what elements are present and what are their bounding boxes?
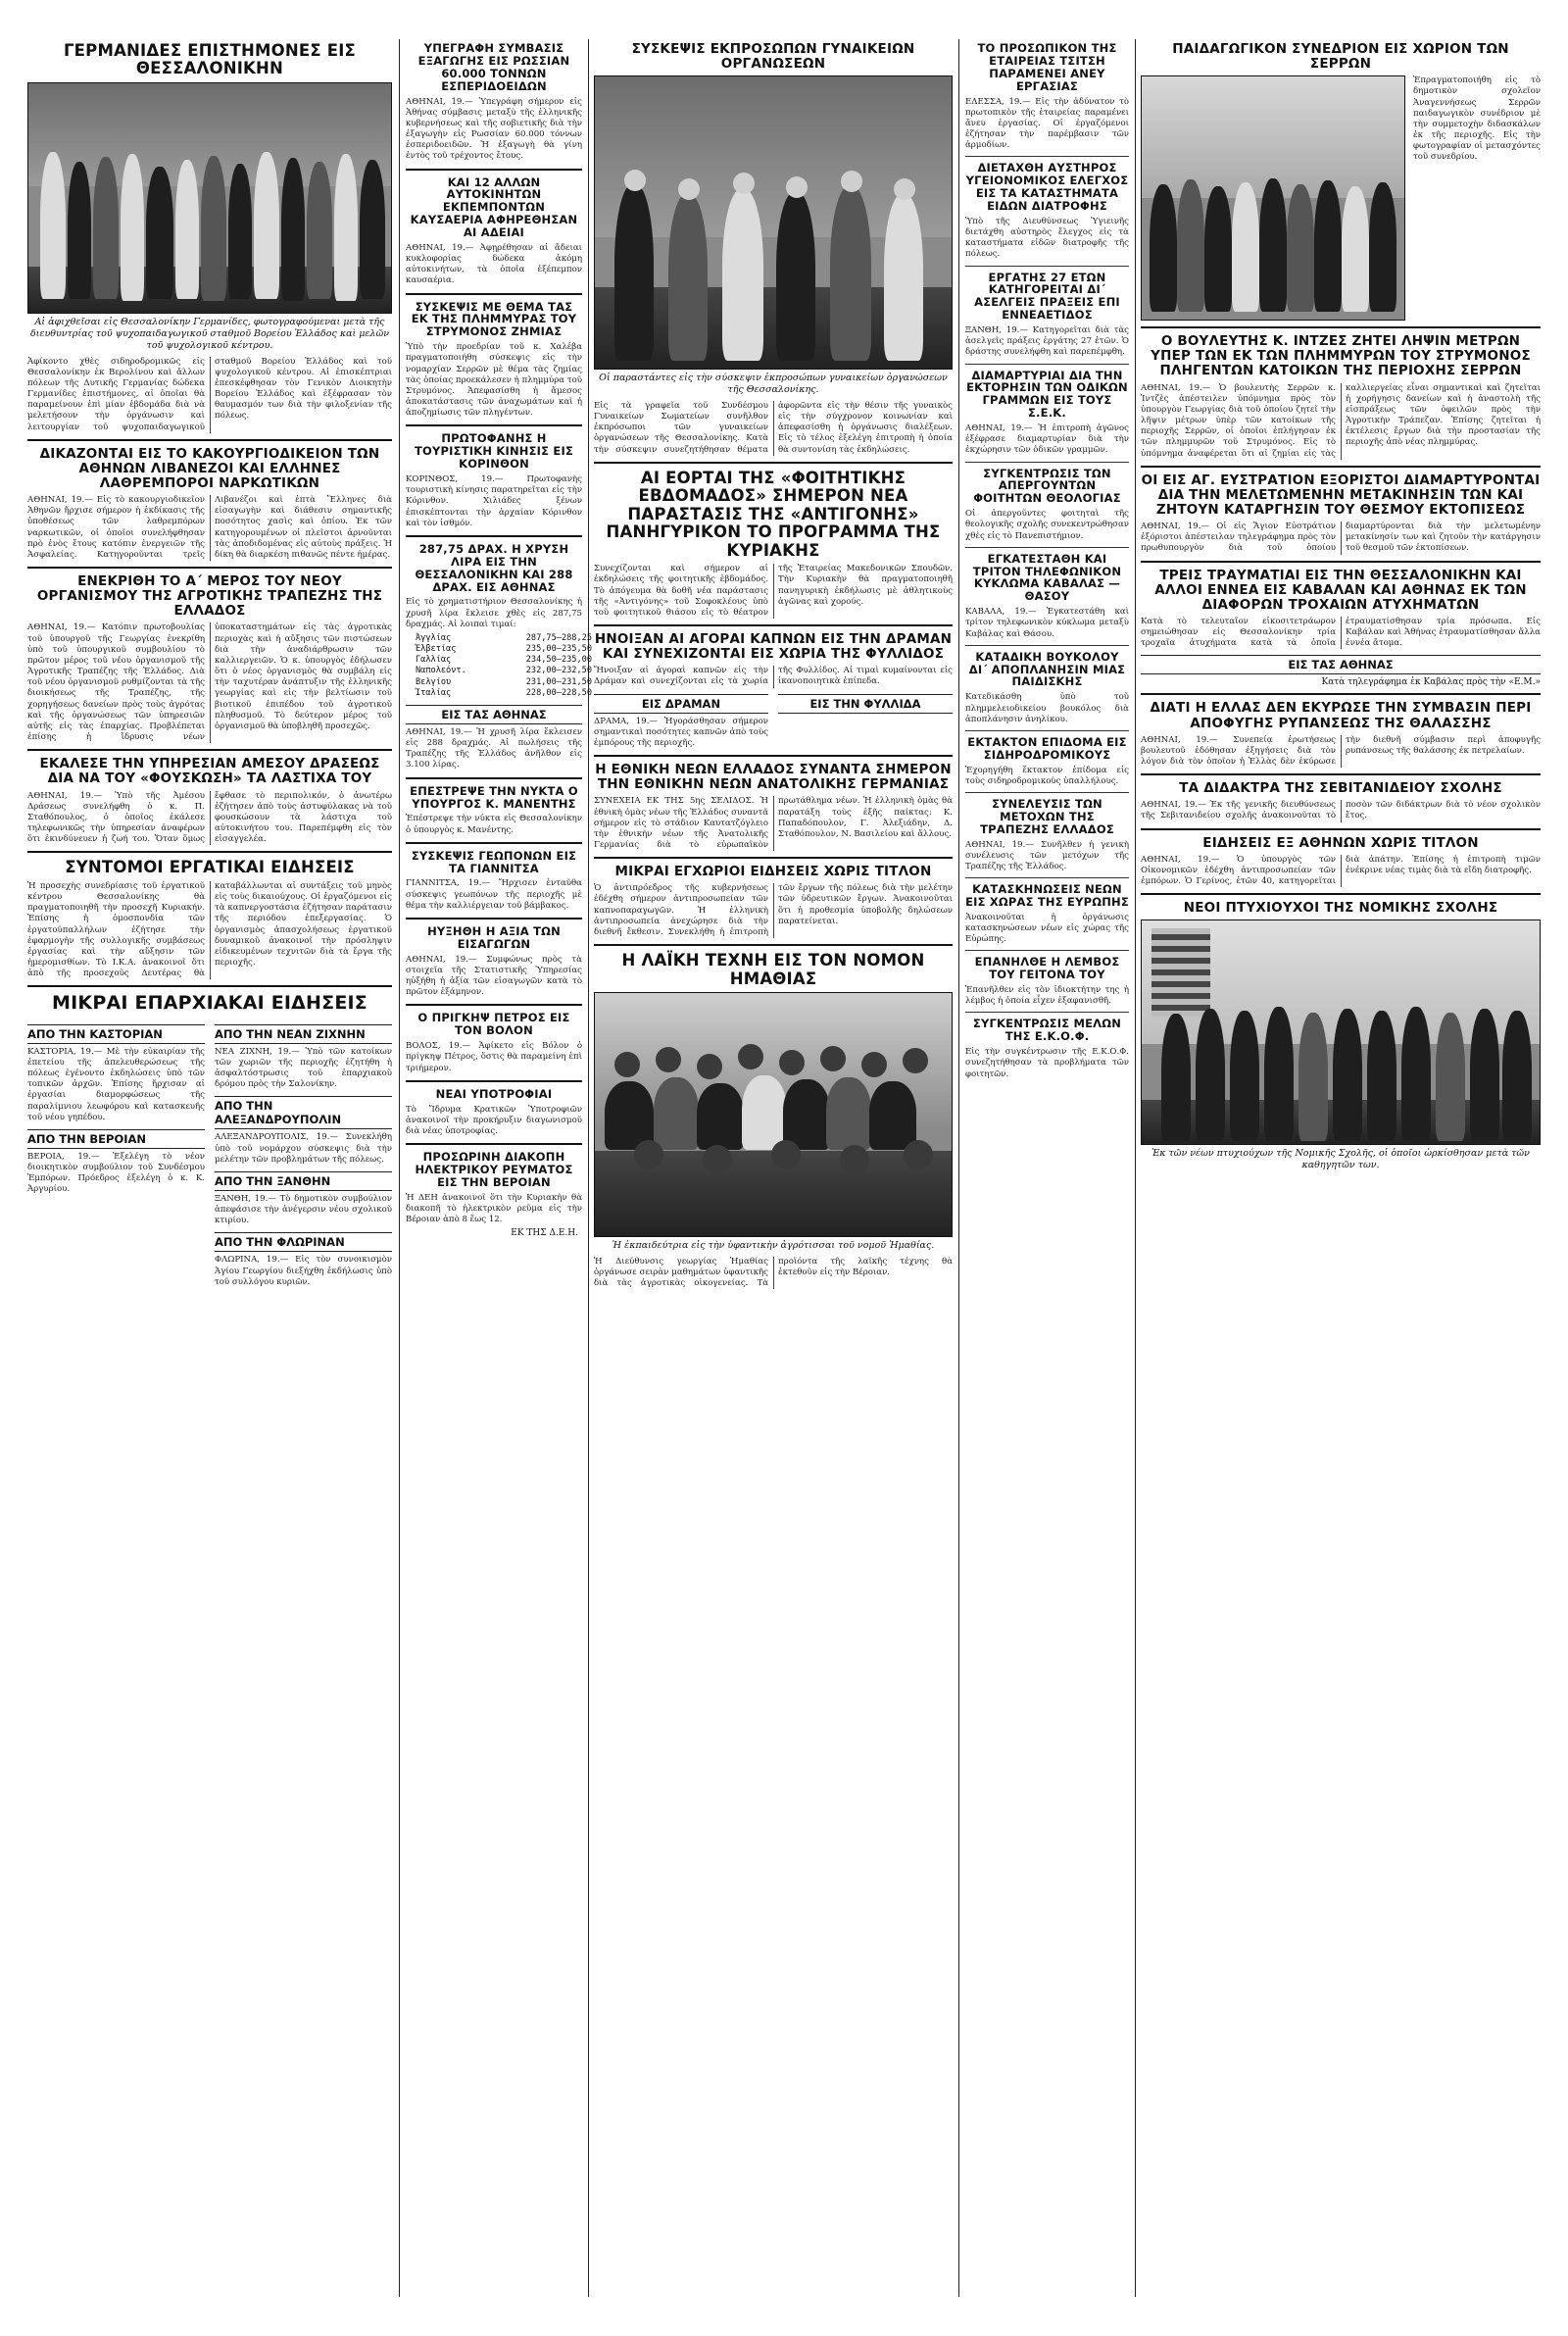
article-folk-art (594, 952, 953, 1289)
article-body: ΞΑΝΘΗ, 19.— Κατηγορεῖται διὰ τὰς ἀσελγεῖς πράξεις ἐργάτης 27 ἐτῶν. Ὁ δράστης συνελήφθη καὶ παρεπέμφθη. (965, 325, 1129, 358)
credit-line: Κατὰ τηλεγράφημα ἐκ Καβάλας πρὸς τὴν «Ε.Μ.» (1321, 677, 1541, 688)
article-body: ΑΘΗΝΑΙ, 19.— Κατόπιν πρωτοβουλίας τοῦ ὑπουργοῦ τῆς Γεωργίας ἐνεκρίθη ὑπὸ τοῦ ὑπουργικοῦ συμβουλίου τὸ πρῶτον μέρος τοῦ νέου ὀργανισμοῦ τῆς Ἀγροτικῆς Τραπέζης τῆς Ἑλλάδος. Διὰ τοῦ νέου ὀργανισμοῦ ρυθμίζονται τὰ τῆς διοικήσεως τῆς Τραπέζης, τῆς χορηγήσεως δανείων πρὸς τοὺς ἀγρότας καὶ τῆς ὀργανώσεως τῶν ὑπηρεσιῶν αὐτῆς εἰς τὰς ἐπαρχίας. Προβλέπεται ἐπίσης ἡ ἵδρυσις νέων ὑποκαταστημάτων εἰς τὰς ἀγροτικὰς περιοχὰς καὶ ἡ αὔξησις τῶν πιστώσεων διὰ τὴν ἀναδιάρθρωσιν τῶν καλλιεργειῶν. Ὁ κ. ὑπουργὸς ἐδήλωσεν ὅτι ὁ νέος ὀργανισμὸς θὰ συμβάλη εἰς τὴν ταχυτέραν ἀνάπτυξιν τῆς ἑλληνικῆς γεωργίας καὶ εἰς τὴν βελτίωσιν τοῦ βιοτικοῦ ἐπιπέδου τοῦ ἀγροτικοῦ πληθυσμοῦ. Τὸ δεύτερον μέρος τοῦ ὀργανισμοῦ θὰ ὑποβληθῆ προσεχῶς. (27, 622, 392, 743)
article-body: ΑΘΗΝΑΙ, 19.— Συνῆλθεν ἡ γενικὴ συνέλευσις τῶν μετόχων τῆς Τραπέζης τῆς Ἑλλάδος. (965, 839, 1129, 871)
photo-caption: Οἱ παραστάντες εἰς τὴν σύσκεψιν ἐκπροσώπων γυναικείων ὀργανώσεων τῆς Θεσσαλονίκης. (599, 373, 948, 396)
headline: ΝΕΟΙ ΠΤΥΧΙΟΥΧΟΙ ΤΗΣ ΝΟΜΙΚΗΣ ΣΧΟΛΗΣ (1183, 900, 1498, 917)
subhead: ΕΙΣ ΔΡΑΜΑΝ (594, 694, 768, 714)
article-law-graduates (1141, 901, 1541, 1171)
article-strymon-damage (406, 301, 582, 420)
subhead: ΑΠΟ ΤΗΝ ΑΛΕΞΑΝΔΡΟΥΠΟΛΙΝ (215, 1096, 392, 1129)
headline: ΕΠΕΣΤΡΕΨΕ ΤΗΝ ΝΥΚΤΑ Ο ΥΠΟΥΡΓΟΣ Κ. ΜΑΝΕΝΤΗΣ (410, 783, 578, 811)
photo-law-graduates (1141, 919, 1541, 1145)
price-row: Γαλλίας 234,50—235,00 (416, 655, 592, 666)
article-provincial-news (27, 993, 392, 1288)
headline: ΗΥΞΗΘΗ Η ΑΞΙΑ ΤΩΝ ΕΙΣΑΓΩΓΩΝ (427, 924, 561, 951)
subhead: ΕΙΣ ΤΑΣ ΑΘΗΝΑΣ (406, 705, 582, 724)
headline: ΔΙΚΑΖΟΝΤΑΙ ΕΙΣ ΤΟ ΚΑΚΟΥΡΓΙΟΔΙΚΕΙΟΝ ΤΩΝ ΑΘΗΝΩΝ ΛΙΒΑΝΕΖΟΙ ΚΑΙ ΕΛΛΗΝΕΣ ΛΑΘΡΕΜΠΟΡΟΙ ΝΑΡΚΩΤΙΚΩΝ (39, 445, 380, 491)
column-rule (1135, 39, 1136, 2297)
article-body: Ὑπὸ τῆς Διευθύνσεως Ὑγιεινῆς διετάχθη αὐστηρὸς ἔλεγχος εἰς τὰ καταστήματα εἰδῶν διατροφῆς τῆς πόλεως. (965, 216, 1129, 260)
subhead: ΑΠΟ ΤΗΝ ΦΛΩΡΙΝΑΝ (215, 1232, 392, 1252)
article-body: Οἱ ἀπεργοῦντες φοιτηταὶ τῆς θεολογικῆς σχολῆς συνεκεντρώθησαν χθὲς εἰς τὸ Πανεπιστήμιον. (965, 509, 1129, 541)
headline: ΜΙΚΡΑΙ ΕΠΑΡΧΙΑΚΑΙ ΕΙΔΗΣΕΙΣ (52, 992, 368, 1015)
headline: ΟΙ ΕΙΣ ΑΓ. ΕΥΣΤΡΑΤΙΟΝ ΕΞΟΡΙΣΤΟΙ ΔΙΑΜΑΡΤΥΡΟΝΤΑΙ ΔΙΑ ΤΗΝ ΜΕΛΕΤΩΜΕΝΗΝ ΜΕΤΑΚΙΝΗΣΙΝ ΤΩΝ ΚΑΙ ΖΗΤΟΥΝ ΚΑΤΑΡΓΗΣΙΝ ΤΟΥ ΘΕΣΜΟΥ ΕΚΤΟΠΙΣΕΩΣ (1141, 472, 1541, 518)
article-german-scientists (27, 42, 392, 433)
article-intzes-measures (1141, 334, 1541, 460)
article-body: Ἐπέστρεψε τὴν νύκτα εἰς Θεσσαλονίκην ὁ ὑπουργὸς κ. Μανέντης. (406, 814, 582, 835)
column-1 (27, 39, 392, 2297)
article-body: ΑΘΗΝΑΙ, 19.— Ἡ ἐπιτροπὴ ἀγῶνος ἐξέφρασε διαμαρτυρίαν διὰ τὴν ἐκχώρησιν τῶν ὁδικῶν γραμμῶν. (965, 423, 1129, 456)
column-2 (406, 39, 592, 2297)
headline: ΤΑ ΔΙΔΑΚΤΡΑ ΤΗΣ ΣΕΒΙΤΑΝΙΔΕΙΟΥ ΣΧΟΛΗΣ (1179, 780, 1502, 797)
subhead: ΕΙΣ ΤΑΣ ΑΘΗΝΑΣ (1141, 655, 1541, 674)
article-prince-peter (406, 1012, 582, 1073)
article-traffic-accidents (1141, 569, 1541, 688)
article-cars-licenses (406, 176, 582, 287)
headline: ΣΥΓΚΕΝΤΡΩΣΙΣ ΜΕΛΩΝ ΤΗΣ Ε.Κ.Ο.Φ. (972, 1017, 1122, 1044)
article-body: ΔΡΑΜΑ, 19.— Ἠγοράσθησαν σήμερον σημαντικαὶ ποσότητες καπνῶν ἀπὸ τοὺς ἐμπόρους τῆς περιοχῆς. (594, 716, 768, 748)
headline: ΑΙ ΕΟΡΤΑΙ ΤΗΣ «ΦΟΙΤΗΤΙΚΗΣ ΕΒΔΟΜΑΔΟΣ» ΣΗΜΕΡΟΝ ΝΕΑ ΠΑΡΑΣΤΑΣΙΣ ΤΗΣ «ΑΝΤΙΓΟΝΗΣ» ΠΑΝΗΓΥΡΙΚΟΝ ΤΟ ΠΡΟΓΡΑΜΜΑ ΤΗΣ ΚΥΡΙΑΚΗΣ (606, 468, 941, 560)
article-tobacco-markets (594, 632, 953, 749)
article-body: ΑΘΗΝΑΙ, 19.— Συμφώνως πρὸς τὰ στοιχεῖα τῆς Στατιστικῆς Ὑπηρεσίας ηὐξήθη ἡ ἀξία τῶν εἰσαγωγῶν κατὰ τὸ πρῶτον ἑξάμηνον. (406, 954, 582, 998)
column-rule (399, 39, 400, 2297)
headline: ΣΥΣΚΕΨΙΣ ΓΕΩΠΟΝΩΝ ΕΙΣ ΤΑ ΓΙΑΝΝΙΤΣΑ (411, 848, 577, 875)
article-body: ΦΛΩΡΙΝΑ, 19.— Εἰς τὸν συνοικισμὸν Ἀγίου Γεωργίου διεξήχθη ἐκδήλωσις ὑπὸ τοῦ συλλόγου κυριῶν. (215, 1255, 392, 1287)
price-row: Ἀγγλίας 287,75—288,25 (416, 632, 592, 643)
article-body: ΓΙΑΝΝΙΤΣΑ, 19.— Ἤρχισεν ἐνταῦθα σύσκεψις γεωπόνων τῆς περιοχῆς μὲ θέμα τὴν καλλιέργειαν τοῦ βάμβακος. (406, 878, 582, 911)
article-body: ΑΛΕΞΑΝΔΡΟΥΠΟΛΙΣ, 19.— Συνεκλήθη ὑπὸ τοῦ νομάρχου σύσκεψις διὰ τὴν μελέτην τῶν προβλημάτων τῆς πόλεως. (215, 1132, 392, 1165)
photo-caption: Αἱ ἀφιχθεῖσαι εἰς Θεσσαλονίκην Γερμανίδες, φωτογραφούμεναι μετὰ τῆς διευθυντρίας τοῦ ψυχοπαιδαγωγικοῦ σταθμοῦ Βορείου Ἑλλάδος καὶ μελῶν τοῦ ψυχολογικοῦ κέντρου. (29, 316, 390, 351)
column-4 (965, 39, 1129, 2297)
headline: ΣΥΣΚΕΨΙΣ ΜΕ ΘΕΜΑ ΤΑΣ ΕΚ ΤΗΣ ΠΛΗΜΜΥΡΑΣ ΤΟΥ ΣΤΡΥΜΟΝΟΣ ΖΗΜΙΑΣ (411, 299, 577, 339)
article-agricultural-bank (27, 574, 392, 743)
article-body: ΑΘΗΝΑΙ, 19.— Οἱ εἰς Ἅγιον Εὐστράτιον ἐξόριστοι ἀπέστειλαν τηλεγράφημα πρὸς τὸν πρωθυπουργὸν διὰ τοῦ ὁποίου διαμαρτύρονται διὰ τὴν μελετωμένην μετακίνησίν των καὶ ζητοῦν τὴν κατάργησιν τοῦ θεσμοῦ τῶν ἐκτοπίσεων. (1141, 522, 1541, 554)
article-health-inspection (965, 162, 1129, 260)
source-line: ΕΚ ΤΗΣ Δ.Ε.Η. (511, 1228, 578, 1239)
article-body: ΑΘΗΝΑΙ, 19.— Εἰς τὸ κακουργιοδικεῖον Ἀθηνῶν ἤρχισε σήμερον ἡ ἐκδίκασις τῆς ὑποθέσεως τῶν λαθρεμπόρων ναρκωτικῶν, οἱ ὁποῖοι συνελήφθησαν πρὸ ἑνὸς ἔτους κατόπιν ἐνεργειῶν τῆς Ἀσφαλείας. Κατηγοροῦνται τρεῖς Λιβανέζοι καὶ ἑπτὰ Ἕλληνες διὰ εἰσαγωγὴν καὶ διάθεσιν σημαντικῆς ποσότητος χασὶς καὶ ὀπίου. Ἐκ τῶν κατηγορουμένων οἱ πλεῖστοι ἀρνοῦνται τὰς ἀποδιδομένας εἰς αὐτοὺς πράξεις. Ἡ δίκη θὰ διαρκέση πιθανῶς πέντε ἡμέρας. (27, 495, 392, 560)
headline: Ο ΒΟΥΛΕΥΤΗΣ Κ. ΙΝΤΖΕΣ ΖΗΤΕΙ ΛΗΨΙΝ ΜΕΤΡΩΝ ΥΠΕΡ ΤΩΝ ΕΚ ΤΩΝ ΠΛΗΜΜΥΡΩΝ ΤΟΥ ΣΤΡΥΜΟΝΟΣ ΠΛΗΓΕΝΤΩΝ ΚΑΤΟΙΚΩΝ ΤΗΣ ΠΕΡΙΟΧΗΣ ΣΕΡΡΩΝ (1151, 333, 1531, 379)
headline: ΔΙΕΤΑΧΘΗ ΑΥΣΤΗΡΟΣ ΥΓΕΙΟΝΟΜΙΚΟΣ ΕΛΕΓΧΟΣ ΕΙΣ ΤΑ ΚΑΤΑΣΤΗΜΑΤΑ ΕΙΔΩΝ ΔΙΑΤΡΟΦΗΣ (965, 161, 1129, 213)
article-body: Ἐχορηγήθη ἔκτακτον ἐπίδομα εἰς τοὺς σιδηροδρομικοὺς ὑπαλλήλους. (965, 765, 1129, 786)
article-body: ΑΘΗΝΑΙ, 19.— Ὑπὸ τῆς Ἀμέσου Δράσεως συνελήφθη ὁ κ. Π. Σταθόπουλος, ὁ ὁποῖος ἐκάλεσε τηλεφωνικῶς τὴν ὑπηρεσίαν ἀναφέρων ὅτι ἐκινδύνευεν ἡ ζωή του. Ὅταν ὅμως ἔφθασε τὸ περιπολικόν, ὁ ἀνωτέρω ἐζήτησεν ἀπὸ τοὺς ἀστυφύλακας νὰ τοῦ φουσκώσουν τὰ λάστιχα τοῦ αὐτοκινήτου του. Παρεπέμφθη εἰς τὸν εἰσαγγελέα. (27, 790, 392, 845)
article-scholarships (406, 1088, 582, 1137)
column-rule (588, 39, 589, 2297)
article-body: ΝΕΑ ΖΙΧΝΗ, 19.— Ὑπὸ τῶν κατοίκων τῶν χωριῶν τῆς περιοχῆς ἐζητήθη ἡ ἀσφαλτόστρωσις τοῦ ἐπαρχιακοῦ δρόμου πρὸς τὴν Σαλονίκην. (215, 1046, 392, 1090)
article-tsitsis-staff (965, 42, 1129, 151)
article-student-week (594, 470, 953, 619)
headline: ΚΑΙ 12 ΑΛΛΩΝ ΑΥΤΟΚΙΝΗΤΩΝ ΕΚΠΕΜΠΟΝΤΩΝ ΚΑΥΣΑΕΡΙΑ ΑΦΗΡΕΘΗΣΑΝ ΑΙ ΑΔΕΙΑΙ (410, 174, 578, 240)
headline: Ο ΠΡΙΓΚΗΨ ΠΕΤΡΟΣ ΕΙΣ ΤΟΝ ΒΟΛΟΝ (417, 1011, 570, 1038)
headline: ΗΝΟΙΞΑΝ ΑΙ ΑΓΟΡΑΙ ΚΑΠΝΩΝ ΕΙΣ ΤΗΝ ΔΡΑΜΑΝ ΚΑΙ ΣΥΝΕΧΙΖΟΝΤΑΙ ΕΙΣ ΧΩΡΙΑ ΤΗΣ ΦΥΛΛΙΔΟΣ (594, 631, 953, 663)
article-exiles-protest (1141, 473, 1541, 555)
article-body: ΚΟΡΙΝΘΟΣ, 19.— Πρωτοφανὴς τουριστικὴ κίνησις παρατηρεῖται εἰς τὴν Κόρινθον. Χιλιάδες ξένων ἐπισκέπτονται τὴν ἀρχαίαν Κόρινθον καὶ τὸν ἰσθμόν. (406, 474, 582, 528)
headline: ΤΟ ΠΡΟΣΩΠΙΚΟΝ ΤΗΣ ΕΤΑΙΡΕΙΑΣ ΤΣΙΤΣΗ ΠΑΡΑΜΕΝΕΙ ΑΝΕΥ ΕΡΓΑΣΙΑΣ (977, 41, 1117, 93)
article-body: Εἰς τὴν συγκέντρωσιν τῆς Ε.Κ.Ο.Φ. συνεζητήθησαν τὰ προβλήματα τῶν φοιτητῶν. (965, 1047, 1129, 1079)
headline: ΣΥΝΕΛΕΥΣΙΣ ΤΩΝ ΜΕΤΟΧΩΝ ΤΗΣ ΤΡΑΠΕΖΗΣ ΕΛΛΑΔΟΣ (980, 796, 1114, 836)
headline: ΕΙΔΗΣΕΙΣ ΕΞ ΑΘΗΝΩΝ ΧΩΡΙΣ ΤΙΤΛΟΝ (1202, 834, 1479, 851)
article-youth-camps (965, 883, 1129, 945)
article-ekof-meeting (965, 1018, 1129, 1079)
headline: ΣΥΝΤΟΜΟΙ ΕΡΓΑΤΙΚΑΙ ΕΙΔΗΣΕΙΣ (65, 858, 355, 877)
price-row: Ναπολεόντ. 232,00—232,50 (416, 666, 592, 676)
photo-caption: Ἡ ἐκπαιδεύτρια εἰς τὴν ὑφαντικὴν ἀγρότισσαι τοῦ νομοῦ Ἡμαθίας. (612, 1240, 935, 1252)
headline: ΓΕΡΜΑΝΙΔΕΣ ΕΠΙΣΤΗΜΟΝΕΣ ΕΙΣ ΘΕΣΣΑΛΟΝΙΚΗΝ (63, 41, 357, 78)
article-bank-shareholders (965, 798, 1129, 872)
headline: ΔΙΑΜΑΡΤΥΡΙΑΙ ΔΙΑ ΤΗΝ ΕΚΤΟΡΗΣΙΝ ΤΩΝ ΟΔΙΚΩΝ ΓΡΑΜΜΩΝ ΕΙΣ ΤΟΥΣ Σ.Ε.Κ. (966, 368, 1128, 421)
price-row: Ἑλβετίας 235,00—235,50 (416, 644, 592, 655)
article-body: Συνεχίζονται καὶ σήμερον αἱ ἐκδηλώσεις τῆς φοιτητικῆς ἑβδομάδος. Τὸ ἀπόγευμα θὰ δοθῆ νέα παράστασις τῆς «Ἀντιγόνης» τοῦ Σοφοκλέους ὑπὸ τοῦ φοιτητικοῦ θιάσου εἰς τὸ θέατρον τῆς Ἑταιρείας Μακεδονικῶν Σπουδῶν. Τὴν Κυριακὴν θὰ πραγματοποιηθῆ πανηγυρικὴ ἐκδήλωσις μὲ ἀθλητικοὺς ἀγῶνας καὶ χορούς. (594, 564, 953, 618)
article-body: Ὁ ἀντιπρόεδρος τῆς κυβερνήσεως ἐδέχθη σήμερον ἀντιπροσωπείαν τῶν καπνοπαραγωγῶν. Ἡ ἑλληνικὴ ἀντιπροσωπεία ἀνεχώρησε διὰ τὴν διεθνῆ ἔκθεσιν. Συνεκλήθη ἡ ἐπιτροπὴ τῶν ἔργων τῆς πόλεως διὰ τὴν μελέτην τῶν ὑδρευτικῶν ἔργων. Ἀνακοινοῦται ὅτι ἡ προθεσμία ὑποβολῆς δηλώσεων παρατείνεται. (594, 883, 953, 937)
price-row: Βελγίου 231,00—231,50 (416, 676, 592, 687)
photo-german-scientists (27, 82, 392, 314)
article-women-organizations (594, 42, 953, 456)
article-body: Εἰς τὰ γραφεῖα τοῦ Συνδέσμου Γυναικείων Σωματείων συνῆλθον ἐκπρόσωποι τῶν γυναικείων ὀργανώσεων τῆς Θεσσαλονίκης. Κατὰ τὴν σύσκεψιν συνεζητήθησαν θέματα ἀφορῶντα εἰς τὴν θέσιν τῆς γυναικὸς εἰς τὴν σύγχρονον κοινωνίαν καὶ ἀπεφασίσθη ἡ ὀργάνωσις διαλέξεων. Εἰς τὸ τέλος ἐξελέγη ἐπιτροπὴ ἡ ὁποία θὰ συντονίση τὰς ἐκδηλώσεις. (594, 400, 953, 455)
article-body: ΑΘΗΝΑΙ, 19.— Ἐκ τῆς γενικῆς διευθύνσεως τῆς Σεβιτανιδείου σχολῆς ἀνακοινοῦται τὸ ποσὸν τῶν διδάκτρων διὰ τὸ νέον σχολικὸν ἔτος. (1141, 800, 1541, 821)
article-body: ΑΘΗΝΑΙ, 19.— Ὑπεγράφη σήμερον εἰς Ἀθήνας σύμβασις μεταξὺ τῆς ἑλληνικῆς κυβερνήσεως καὶ τῆς σοβιετικῆς διὰ τὴν ἐξαγωγὴν εἰς Ρωσσίαν 60.000 τόννων ἐσπεριδοειδῶν. Ἡ ἐξαγωγὴ θὰ γίνη ἐντὸς τοῦ τρέχοντος ἔτους. (406, 96, 582, 162)
headline: ΠΑΙΔΑΓΩΓΙΚΟΝ ΣΥΝΕΔΡΙΟΝ ΕΙΣ ΧΩΡΙΟΝ ΤΩΝ ΣΕΡΡΩΝ (1172, 41, 1509, 73)
article-body: Ἐπραγματοποιήθη εἰς τὸ δημοτικὸν σχολεῖον Ἀναγεννήσεως Σερρῶν παιδαγωγικὸν συνέδριον μὲ τὴν συμμετοχὴν διδασκάλων ἐκ τῆς περιοχῆς. Εἰς τὴν φωτογραφίαν οἱ μετασχόντες τοῦ συνεδρίου. (1413, 75, 1541, 163)
article-telephone-circuit (965, 553, 1129, 640)
article-body: ΑΘΗΝΑΙ, 19.— Ὁ ὑπουργὸς τῶν Οἰκονομικῶν ἐδέχθη ἀντιπροσωπείαν τῶν ἐμπόρων. Ὁ Γερίνος, ἐτῶν 40, κατηγορεῖται διὰ ἀπάτην. Ἐπίσης ἡ ἐπιτροπὴ τιμῶν ἐνέκρινε νέας τιμὰς διὰ τὰ εἴδη διατροφῆς. (1141, 854, 1541, 887)
photo-caption: Ἐκ τῶν νέων πτυχιούχων τῆς Νομικῆς Σχολῆς, οἱ ὁποῖοι ὡρκίσθησαν μετὰ τῶν καθηγητῶν των. (1152, 1148, 1530, 1171)
article-corinth-tourism (406, 432, 582, 528)
article-body: ΞΑΝΘΗ, 19.— Τὸ δημοτικὸν συμβούλιον ἀπεφάσισε τὴν ἀνέγερσιν νέου σχολικοῦ κτιρίου. (215, 1193, 392, 1226)
price-list (416, 632, 592, 699)
headline: ΕΚΑΛΕΣΕ ΤΗΝ ΥΠΗΡΕΣΙΑΝ ΑΜΕΣΟΥ ΔΡΑΣΕΩΣ ΔΙΑ ΝΑ ΤΟΥ «ΦΟΥΣΚΩΣΗ» ΤΑ ΛΑΣΤΙΧΑ ΤΟΥ (39, 756, 380, 787)
article-body: Ἀνακοινοῦται ἡ ὀργάνωσις κατασκηνώσεων νέων εἰς χώρας τῆς Εὐρώπης. (965, 912, 1129, 945)
headline: ΣΥΓΚΕΝΤΡΩΣΙΣ ΤΩΝ ΑΠΕΡΓΟΥΝΤΩΝ ΦΟΙΤΗΤΩΝ ΘΕΟΛΟΓΙΑΣ (973, 466, 1121, 506)
article-body: Ἡ Διεύθυνσις γεωργίας Ἡμαθίας ὀργάνωσε σειρὰν μαθημάτων ὑφαντικῆς διὰ τὰς ἀγροτικὰς οἰκογενείας. Τὰ προϊόντα τῆς λαϊκῆς τέχνης θὰ ἐκτεθοῦν εἰς τὴν Βέροιαν. (594, 1256, 953, 1289)
article-russia-export (406, 42, 582, 163)
photo-congress (1141, 75, 1405, 321)
photo-weaving-class (594, 992, 953, 1237)
article-minister-return (406, 785, 582, 836)
headline: Η ΕΘΝΙΚΗ ΝΕΩΝ ΕΛΛΑΔΟΣ ΣΥΝΑΝΤΑ ΣΗΜΕΡΟΝ ΤΗΝ ΕΘΝΙΚΗΝ ΝΕΩΝ ΑΝΑΤΟΛΙΚΗΣ ΓΕΡΜΑΝΙΑΣ (595, 762, 952, 793)
article-narcotics-trial (27, 447, 392, 561)
headline: ΔΙΑΤΙ Η ΕΛΛΑΣ ΔΕΝ ΕΚΥΡΩΣΕ ΤΗΝ ΣΥΜΒΑΣΙΝ ΠΕΡΙ ΑΠΟΦΥΓΗΣ ΡΥΠΑΝΣΕΩΣ ΤΗΣ ΘΑΛΑΣΣΗΣ (1150, 700, 1532, 731)
price-row: Ἰταλίας 228,00—228,50 (416, 687, 592, 698)
article-agronomists (406, 850, 582, 912)
article-road-lines-protest (965, 370, 1129, 457)
subhead: ΑΠΟ ΤΗΝ ΝΕΑΝ ΖΙΧΝΗΝ (215, 1024, 392, 1044)
article-worker-charged (965, 272, 1129, 359)
headline: ΕΠΑΝΗΛΘΕ Η ΛΕΜΒΟΣ ΤΟΥ ΓΕΙΤΟΝΑ ΤΟΥ (974, 955, 1120, 982)
article-body: ΣΥΝΕΧΕΙΑ ΕΚ ΤΗΣ 5ης ΣΕΛΙΔΟΣ. Ἡ ἐθνικὴ ὁμὰς νέων τῆς Ἑλλάδος συναντᾶ σήμερον εἰς τὸ στάδιον Καυτατζόγλειο τὴν ἐθνικὴν νέων τῆς Ἀνατολικῆς Γερμανίας διὰ τὸ εὐρωπαϊκὸν πρωτάθλημα νέων. Ἡ ἑλληνικὴ ὁμὰς θὰ παρατάξη τοὺς ἑξῆς παίκτας: Κ. Παπαδόπουλον, Γ. Ἀλεξιάδην, Δ. Σταθόπουλον, Ν. Βασιλείου καὶ ἄλλους. (594, 796, 953, 851)
column-3 (594, 39, 953, 2297)
article-body: Εἰς τὸ χρηματιστήριον Θεσσαλονίκης ἡ χρυσῆ λίρα ἔκλεισε χθὲς εἰς 287,75 δραχμάς. Αἱ λοιπαὶ τιμαί: (406, 597, 582, 629)
article-sea-pollution (1141, 701, 1541, 768)
headline: ΠΡΩΤΟΦΑΝΗΣ Η ΤΟΥΡΙΣΤΙΚΗ ΚΙΝΗΣΙΣ ΕΙΣ ΚΟΡΙΝΘΟΝ (415, 431, 573, 472)
subhead: ΑΠΟ ΤΗΝ ΚΑΣΤΟΡΙΑΝ (27, 1024, 205, 1044)
article-body: ΑΘΗΝΑΙ, 19.— Ὁ βουλευτὴς Σερρῶν κ. Ἰντζὲς ἀπέστειλεν ὑπόμνημα πρὸς τὸν ὑπουργὸν Γεωργίας διὰ τοῦ ὁποίου ζητεῖ τὴν λῆψιν μέτρων ὑπὲρ τῶν κατοίκων τῆς περιοχῆς Σερρῶν, οἱ ὁποῖοι ἐπλήγησαν ἐκ τῶν πλημμυρῶν τοῦ Στρυμόνος. Εἰς τὸ ὑπόμνημα ἀναφέρεται ὅτι αἱ ζημίαι εἰς τὰς καλλιεργείας εἶναι σημαντικαὶ καὶ ζητεῖται ἡ χορήγησις δανείων καὶ ἡ ἀναστολὴ τῆς εἰσπράξεως τῶν ὀφειλῶν πρὸς τὴν Ἀγροτικὴν Τράπεζαν. Ἐπίσης ζητεῖται ἡ ἐκτέλεσις ἔργων διὰ τὴν προστασίαν τῆς περιοχῆς ἀπὸ νέας πλημμύρας. (1141, 382, 1541, 459)
article-body: Ὑπὸ τὴν προεδρίαν τοῦ κ. Χαλέβα πραγματοποιήθη σύσκεψις εἰς τὴν νομαρχίαν Σερρῶν μὲ θέμα τὰς ζημίας τὰς ὁποίας προεκάλεσεν ἡ πλημμύρα τοῦ Στρυμόνος. Ἀπεφασίσθη ἡ ἄμεσος ἀποκατάστασις τῶν ἀναχωμάτων καὶ ἡ ἀποζημίωσις τῶν πληγέντων. (406, 342, 582, 419)
article-athens-news (1141, 836, 1541, 888)
article-body: Κατὰ τὸ τελευταῖον εἰκοσιτετράωρον σημειώθησαν εἰς Θεσσαλονίκην τρία τροχαῖα ἀτυχήματα κατὰ τὰ ὁποῖα ἐτραυματίσθησαν τρία πρόσωπα. Εἰς Καβάλαν καὶ Ἀθήνας ἐτραυματίσθησαν ἄλλα ἐννέα ἄτομα. (1141, 616, 1541, 649)
article-tires (27, 757, 392, 845)
subhead: ΕΙΣ ΤΗΝ ΦΥΛΛΙΔΑ (778, 694, 953, 714)
article-pedagogical-congress (1141, 42, 1541, 321)
subhead: ΑΠΟ ΤΗΝ ΒΕΡΟΙΑΝ (27, 1129, 205, 1149)
article-youth-football (594, 763, 953, 851)
column-rule (958, 39, 959, 2297)
headline: ΝΕΑΙ ΥΠΟΤΡΟΦΙΑΙ (435, 1086, 553, 1101)
headline: ΕΚΤΑΚΤΟΝ ΕΠΙΔΟΜΑ ΕΙΣ ΣΙΔΗΡΟΔΡΟΜΙΚΟΥΣ (967, 734, 1127, 762)
column-5 (1141, 39, 1541, 2297)
article-body: Ἀφίκοντο χθὲς σιδηροδρομικῶς εἰς Θεσσαλονίκην ἐκ Βερολίνου καὶ ἄλλων πόλεων τῆς Δυτικῆς Γερμανίας δώδεκα Γερμανίδες ἐπιστήμονες, αἱ ὁποῖαι θὰ παραμείνουν ἐπὶ μίαν ἑβδομάδα διὰ νὰ μελετήσουν τὴν ὀργάνωσιν καὶ λειτουργίαν τοῦ ψυχοπαιδαγωγικοῦ σταθμοῦ Βορείου Ἑλλάδος καὶ τοῦ ψυχολογικοῦ κέντρου. Αἱ ἐπισκέπτριαι ἐπεσκέφθησαν τὸν Γενικὸν Διοικητὴν Βορείου Ἑλλάδος καὶ ἐξέφρασαν τὸν θαυμασμόν των διὰ τὴν φιλοξενίαν τῆς πόλεως. (27, 356, 392, 432)
article-body: ΚΑΒΑΛΑ, 19.— Ἐγκατεστάθη καὶ τρίτον τηλεφωνικὸν κύκλωμα μεταξὺ Καβάλας καὶ Θάσου. (965, 607, 1129, 639)
article-labour-news (27, 859, 392, 979)
article-body: ΚΑΣΤΟΡΙΑ, 19.— Μὲ τὴν εὐκαιρίαν τῆς ἐπετείου τῆς ἀπελευθερώσεως τῆς πόλεως ἐγένοντο ἐκδηλώσεις ὑπὸ τῶν τοπικῶν ἀρχῶν. Ἐπίσης ἤρχισαν αἱ ἐργασίαι διαμορφώσεως τῆς παραλίμνιου λεωφόρου καὶ κατασκευῆς τοῦ νέου γηπέδου. (27, 1046, 205, 1122)
article-body: Ἐπανῆλθεν εἰς τὸν ἰδιοκτήτην της ἡ λέμβος ἡ ὁποία εἶχεν ἐξαφανισθῆ. (965, 985, 1129, 1007)
headline: ΚΑΤΑΔΙΚΗ ΒΟΥΚΟΛΟΥ ΔΙ΄ ΑΠΟΠΛΑΝΗΣΙΝ ΜΙΑΣ ΠΑΙΔΙΣΚΗΣ (968, 649, 1126, 689)
article-body: ΑΘΗΝΑΙ, 19.— Ἀφῃρέθησαν αἱ ἄδειαι κυκλοφορίας δώδεκα ἀκόμη αὐτοκινήτων, τὰ ὁποῖα ἐξέπεμπον καυσαέρια. (406, 242, 582, 286)
article-returned-boat (965, 956, 1129, 1007)
subhead: ΑΠΟ ΤΗΝ ΞΑΝΘΗΝ (215, 1171, 392, 1191)
headline: ΥΠΕΓΡΑΦΗ ΣΥΜΒΑΣΙΣ ΕΞΑΓΩΓΗΣ ΕΙΣ ΡΩΣΣΙΑΝ 60.000 ΤΟΝΝΩΝ ΕΣΠΕΡΙΔΟΕΙΔΩΝ (417, 41, 570, 93)
article-body: ΒΟΛΟΣ, 19.— Ἀφίκετο εἰς Βόλον ὁ πρίγκηψ Πέτρος, ὅστις θὰ παραμείνη ἐπὶ τριήμερον. (406, 1041, 582, 1073)
headline: ΠΡΟΣΩΡΙΝΗ ΔΙΑΚΟΠΗ ΗΛΕΚΤΡΙΚΟΥ ΡΕΥΜΑΤΟΣ ΕΙΣ ΤΗΝ ΒΕΡΟΙΑΝ (415, 1150, 573, 1189)
article-theology-strike (965, 468, 1129, 542)
article-body: ΒΕΡΟΙΑ, 19.— Ἐξελέγη τὸ νέον διοικητικὸν συμβούλιον τοῦ Συνδέσμου Ἐμπόρων. Πρόεδρος ἐξελέγη ὁ κ. Κ. Ἀργυρίου. (27, 1151, 205, 1195)
headline: ΣΥΣΚΕΨΙΣ ΕΚΠΡΟΣΩΠΩΝ ΓΥΝΑΙΚΕΙΩΝ ΟΡΓΑΝΩΣΕΩΝ (631, 41, 915, 73)
article-body: ΑΘΗΝΑΙ, 19.— Ἡ χρυσῆ λίρα ἔκλεισεν εἰς 288 δραχμάς. Αἱ πωλήσεις τῆς Τραπέζης τῆς Ἑλλάδος ἀνῆλθον εἰς 3.100 λίρας. (406, 726, 582, 770)
article-body: ΕΔΕΣΣΑ, 19.— Εἰς τὴν ἀδύνατον τὸ πρωτοπικὸν τῆς ἑταιρείας παραμένει ἄνευ ἐργασίας. Οἱ ἐργαζόμενοι ἐζήτησαν τὴν παρέμβασιν τῶν ἀρμοδίων. (965, 96, 1129, 151)
headline: ΕΓΚΑΤΕΣΤΑΘΗ ΚΑΙ ΤΡΙΤΟΝ ΤΗΛΕΦΩΝΙΚΟΝ ΚΥΚΛΩΜΑ ΚΑΒΑΛΑΣ — ΘΑΣΟΥ (972, 551, 1122, 604)
article-power-cut (406, 1151, 582, 1238)
article-body: Κατεδικάσθη ὑπὸ τοῦ πλημμελειοδικείου βουκόλος διὰ ἀποπλάνησιν ἀνηλίκου. (965, 692, 1129, 724)
headline: Η ΛΑΪΚΗ ΤΕΧΝΗ ΕΙΣ ΤΟΝ ΝΟΜΟΝ ΗΜΑΘΙΑΣ (621, 951, 925, 988)
article-body: Ἡ ΔΕΗ ἀνακοινοῖ ὅτι τὴν Κυριακὴν θὰ διακοπῆ τὸ ἠλεκτρικὸν ρεῦμα εἰς τὴν Βέροιαν ἀπὸ 8 ἕως 12. (406, 1192, 582, 1225)
headline: ΕΡΓΑΤΗΣ 27 ΕΤΩΝ ΚΑΤΗΓΟΡΕΙΤΑΙ ΔΙ΄ ΑΣΕΛΓΕΙΣ ΠΡΑΞΕΙΣ ΕΠΙ ΕΝΝΕΑΕΤΙΔΟΣ (974, 270, 1120, 323)
headline: ΜΙΚΡΑΙ ΕΓΧΩΡΙΟΙ ΕΙΔΗΣΕΙΣ ΧΩΡΙΣ ΤΙΤΛΟΝ (614, 864, 932, 880)
article-body: Ἡ προσεχὴς συνεδρίασις τοῦ ἐργατικοῦ κέντρου Θεσσαλονίκης θὰ πραγματοποιηθῆ τὴν προσεχῆ Κυριακήν. Ἐπίσης ἡ ὁμοσπονδία τῶν ἐργατοϋπαλλήλων ἐζήτησε τὴν ἐφαρμογὴν τῆς συλλογικῆς συμβάσεως ἐργασίας καὶ τὴν αὔξησιν τῶν ἡμερομισθίων. Τὸ Ι.Κ.Α. ἀνακοινοῖ ὅτι ἀπὸ τῆς προσεχοῦς Δευτέρας θὰ καταβάλλωνται αἱ συντάξεις τοῦ μηνὸς εἰς τοὺς δικαιούχους. Οἱ ἐργαζόμενοι εἰς τὰ καπνεργοστάσια ἐζήτησαν παράτασιν τῆς περιόδου ἐπεξεργασίας. Ὁ ὀργανισμὸς ἀπασχολήσεως ἐργατικοῦ δυναμικοῦ ἀνακοινοῖ τὴν πρόσληψιν εἰδικευμένων τεχνιτῶν διὰ τὰ ἔργα τῆς περιοχῆς. (27, 880, 392, 979)
headline: ΚΑΤΑΣΚΗΝΩΣΕΙΣ ΝΕΩΝ ΕΙΣ ΧΩΡΑΣ ΤΗΣ ΕΥΡΩΠΗΣ (965, 882, 1129, 909)
article-imports (406, 925, 582, 998)
headline: 287,75 ΔΡΑΧ. Η ΧΡΥΣΗ ΛΙΡΑ ΕΙΣ ΤΗΝ ΘΕΣΣΑΛΟΝΙΚΗΝ ΚΑΙ 288 ΔΡΑΧ. ΕΙΣ ΑΘΗΝΑΣ (415, 541, 573, 594)
article-body: Τὸ Ἵδρυμα Κρατικῶν Ὑποτροφιῶν ἀνακοινοῖ τὴν προκήρυξιν διαγωνισμοῦ διὰ νέας ὑποτροφίας. (406, 1104, 582, 1136)
article-body: ΑΘΗΝΑΙ, 19.— Συνεπείᾳ ἐρωτήσεως βουλευτοῦ ἐδόθησαν ἐξηγήσεις διὰ τὸν λόγον διὰ τὸν ὁποῖον ἡ Ἑλλὰς δὲν ἐκύρωσε τὴν διεθνῆ σύμβασιν περὶ ἀποφυγῆς ρυπάνσεως τῆς θαλάσσης ἐκ πετρελαίων. (1141, 734, 1541, 767)
article-herdsman-conviction (965, 651, 1129, 725)
article-domestic-news (594, 865, 953, 938)
article-gold-sovereign (406, 541, 592, 771)
photo-women-meeting (594, 75, 953, 370)
article-railway-allowance (965, 736, 1129, 787)
headline: ΕΝΕΚΡΙΘΗ ΤΟ Α΄ ΜΕΡΟΣ ΤΟΥ ΝΕΟΥ ΟΡΓΑΝΙΣΜΟΥ ΤΗΣ ΑΓΡΟΤΙΚΗΣ ΤΡΑΠΕΖΗΣ ΤΗΣ ΕΛΛΑΔΟΣ (36, 573, 383, 620)
article-body: Ἤνοιξαν αἱ ἀγοραὶ καπνῶν εἰς τὴν Δράμαν καὶ συνεχίζονται εἰς τὰ χωρία τῆς Φυλλίδος. Αἱ τιμαὶ κυμαίνονται εἰς ἱκανοποιητικὰ ἐπίπεδα. (594, 666, 953, 687)
article-sevitanidion-fees (1141, 781, 1541, 821)
headline: ΤΡΕΙΣ ΤΡΑΥΜΑΤΙΑΙ ΕΙΣ ΤΗΝ ΘΕΣΣΑΛΟΝΙΚΗΝ ΚΑΙ ΑΛΛΟΙ ΕΝΝΕΑ ΕΙΣ ΚΑΒΑΛΑΝ ΚΑΙ ΑΘΗΝΑΣ ΕΚ ΤΩΝ ΔΙΑΦΟΡΩΝ ΤΡΟΧΑΙΩΝ ΑΤΥΧΗΜΑΤΩΝ (1154, 567, 1527, 613)
